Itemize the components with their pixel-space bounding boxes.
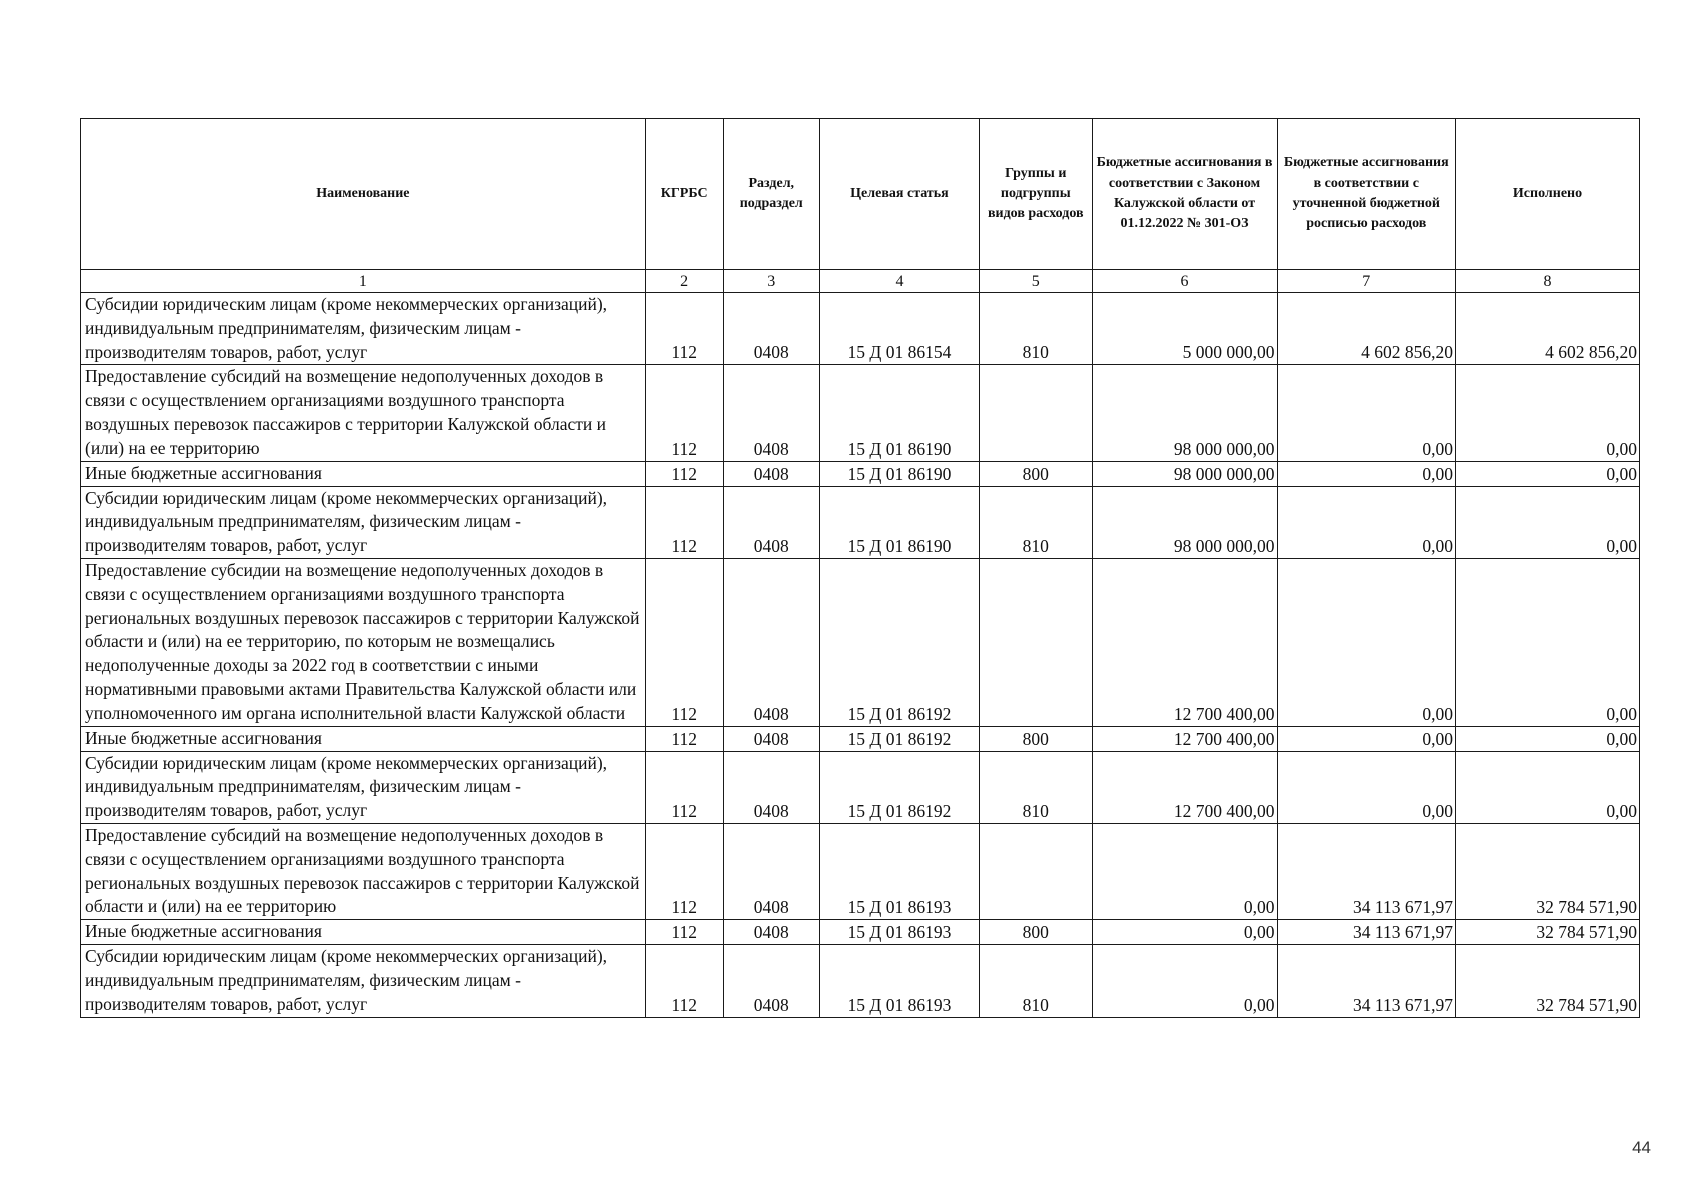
cell-executed: 32 784 571,90 [1456, 823, 1640, 919]
column-number: 5 [980, 270, 1093, 293]
table-row [81, 920, 1640, 945]
table-row [81, 726, 1640, 751]
cell-executed: 32 784 571,90 [1456, 920, 1640, 945]
column-number: 2 [645, 270, 723, 293]
cell-law-allocation: 0,00 [1092, 920, 1277, 945]
cell-name: Иные бюджетные ассигнования [81, 726, 646, 751]
cell-executed: 32 784 571,90 [1456, 945, 1640, 1017]
cell-executed: 0,00 [1456, 726, 1640, 751]
cell-executed: 0,00 [1456, 486, 1640, 558]
cell-kgrbs: 112 [645, 293, 723, 365]
header-expense-groups: Группы и подгруппы видов расходов [980, 119, 1093, 270]
cell-section: 0408 [723, 751, 819, 823]
cell-law-allocation: 5 000 000,00 [1092, 293, 1277, 365]
budget-table [80, 118, 1640, 1018]
cell-kgrbs: 112 [645, 486, 723, 558]
cell-refined-allocation: 34 113 671,97 [1277, 920, 1456, 945]
column-number: 4 [819, 270, 979, 293]
cell-expense-group: 810 [980, 945, 1093, 1017]
table-row [81, 486, 1640, 558]
cell-section: 0408 [723, 486, 819, 558]
cell-target-item: 15 Д 01 86154 [819, 293, 979, 365]
cell-name: Предоставление субсидий на возмещение недополученных доходов в связи с осуществлением организациями воздушного транспорта региональных воздушных перевозок пассажиров с территории Калужской области и (или) на ее территорию [81, 823, 646, 919]
cell-expense-group [980, 823, 1093, 919]
column-number: 7 [1277, 270, 1456, 293]
cell-target-item: 15 Д 01 86193 [819, 920, 979, 945]
table-row [81, 823, 1640, 919]
header-refined-allocations: Бюджетные ассигнования в соответствии с уточненной бюджетной росписью расходов [1277, 119, 1456, 270]
cell-section: 0408 [723, 461, 819, 486]
cell-section: 0408 [723, 726, 819, 751]
cell-refined-allocation: 4 602 856,20 [1277, 293, 1456, 365]
column-number: 3 [723, 270, 819, 293]
cell-expense-group: 800 [980, 726, 1093, 751]
cell-refined-allocation: 0,00 [1277, 558, 1456, 726]
cell-law-allocation: 12 700 400,00 [1092, 751, 1277, 823]
cell-name: Иные бюджетные ассигнования [81, 461, 646, 486]
cell-law-allocation: 12 700 400,00 [1092, 558, 1277, 726]
cell-target-item: 15 Д 01 86190 [819, 486, 979, 558]
cell-refined-allocation: 0,00 [1277, 365, 1456, 461]
cell-section: 0408 [723, 293, 819, 365]
cell-kgrbs: 112 [645, 823, 723, 919]
cell-executed: 0,00 [1456, 461, 1640, 486]
cell-kgrbs: 112 [645, 751, 723, 823]
cell-refined-allocation: 0,00 [1277, 486, 1456, 558]
cell-expense-group: 800 [980, 461, 1093, 486]
cell-expense-group: 810 [980, 751, 1093, 823]
cell-law-allocation: 98 000 000,00 [1092, 365, 1277, 461]
page-number: 44 [1632, 1138, 1651, 1157]
header-kgrbs: КГРБС [645, 119, 723, 270]
cell-expense-group: 810 [980, 293, 1093, 365]
cell-refined-allocation: 0,00 [1277, 726, 1456, 751]
cell-target-item: 15 Д 01 86193 [819, 945, 979, 1017]
cell-refined-allocation: 34 113 671,97 [1277, 823, 1456, 919]
cell-section: 0408 [723, 920, 819, 945]
table-row [81, 461, 1640, 486]
cell-law-allocation: 0,00 [1092, 823, 1277, 919]
cell-law-allocation: 12 700 400,00 [1092, 726, 1277, 751]
cell-refined-allocation: 0,00 [1277, 461, 1456, 486]
cell-kgrbs: 112 [645, 945, 723, 1017]
cell-kgrbs: 112 [645, 726, 723, 751]
cell-law-allocation: 0,00 [1092, 945, 1277, 1017]
cell-expense-group: 810 [980, 486, 1093, 558]
column-number: 6 [1092, 270, 1277, 293]
cell-target-item: 15 Д 01 86192 [819, 726, 979, 751]
header-section: Раздел, подраздел [723, 119, 819, 270]
cell-target-item: 15 Д 01 86190 [819, 365, 979, 461]
header-law-allocations: Бюджетные ассигнования в соответствии с Законом Калужской области от 01.12.2022 № 301-ОЗ [1092, 119, 1277, 270]
header-executed: Исполнено [1456, 119, 1640, 270]
cell-law-allocation: 98 000 000,00 [1092, 461, 1277, 486]
cell-section: 0408 [723, 365, 819, 461]
header-name: Наименование [81, 119, 646, 270]
column-number-row [81, 270, 1640, 293]
cell-name: Субсидии юридическим лицам (кроме некоммерческих организаций), индивидуальным предпринимателям, физическим лицам - производителям товаров, работ, услуг [81, 751, 646, 823]
cell-kgrbs: 112 [645, 365, 723, 461]
cell-expense-group: 800 [980, 920, 1093, 945]
column-number: 1 [81, 270, 646, 293]
cell-name: Предоставление субсидии на возмещение недополученных доходов в связи с осуществлением организациями воздушного транспорта региональных воздушных перевозок пассажиров с территории Калужской области и (или) на ее территорию, по которым не возмещались недополученные доходы за 2022 год в соответствии с иными нормативными правовыми актами Правительства Калужской области или уполномоченного им органа исполнительной власти Калужской области [81, 558, 646, 726]
cell-section: 0408 [723, 945, 819, 1017]
cell-executed: 4 602 856,20 [1456, 293, 1640, 365]
cell-name: Субсидии юридическим лицам (кроме некоммерческих организаций), индивидуальным предпринимателям, физическим лицам - производителям товаров, работ, услуг [81, 293, 646, 365]
cell-target-item: 15 Д 01 86193 [819, 823, 979, 919]
cell-name: Предоставление субсидий на возмещение недополученных доходов в связи с осуществлением организациями воздушного транспорта воздушных перевозок пассажиров с территории Калужской области и (или) на ее территорию [81, 365, 646, 461]
cell-target-item: 15 Д 01 86192 [819, 751, 979, 823]
table-row [81, 945, 1640, 1017]
cell-refined-allocation: 0,00 [1277, 751, 1456, 823]
table-row [81, 293, 1640, 365]
header-target-item: Целевая статья [819, 119, 979, 270]
cell-target-item: 15 Д 01 86192 [819, 558, 979, 726]
cell-refined-allocation: 34 113 671,97 [1277, 945, 1456, 1017]
cell-section: 0408 [723, 823, 819, 919]
cell-executed: 0,00 [1456, 365, 1640, 461]
table-row [81, 751, 1640, 823]
cell-expense-group [980, 365, 1093, 461]
cell-name: Субсидии юридическим лицам (кроме некоммерческих организаций), индивидуальным предпринимателям, физическим лицам - производителям товаров, работ, услуг [81, 486, 646, 558]
table-row [81, 365, 1640, 461]
cell-executed: 0,00 [1456, 751, 1640, 823]
cell-target-item: 15 Д 01 86190 [819, 461, 979, 486]
cell-kgrbs: 112 [645, 558, 723, 726]
cell-section: 0408 [723, 558, 819, 726]
table-body [81, 293, 1640, 1018]
cell-kgrbs: 112 [645, 461, 723, 486]
cell-name: Субсидии юридическим лицам (кроме некоммерческих организаций), индивидуальным предпринимателям, физическим лицам - производителям товаров, работ, услуг [81, 945, 646, 1017]
cell-executed: 0,00 [1456, 558, 1640, 726]
column-number: 8 [1456, 270, 1640, 293]
header-row [81, 119, 1640, 270]
cell-kgrbs: 112 [645, 920, 723, 945]
cell-name: Иные бюджетные ассигнования [81, 920, 646, 945]
cell-law-allocation: 98 000 000,00 [1092, 486, 1277, 558]
table-row [81, 558, 1640, 726]
cell-expense-group [980, 558, 1093, 726]
